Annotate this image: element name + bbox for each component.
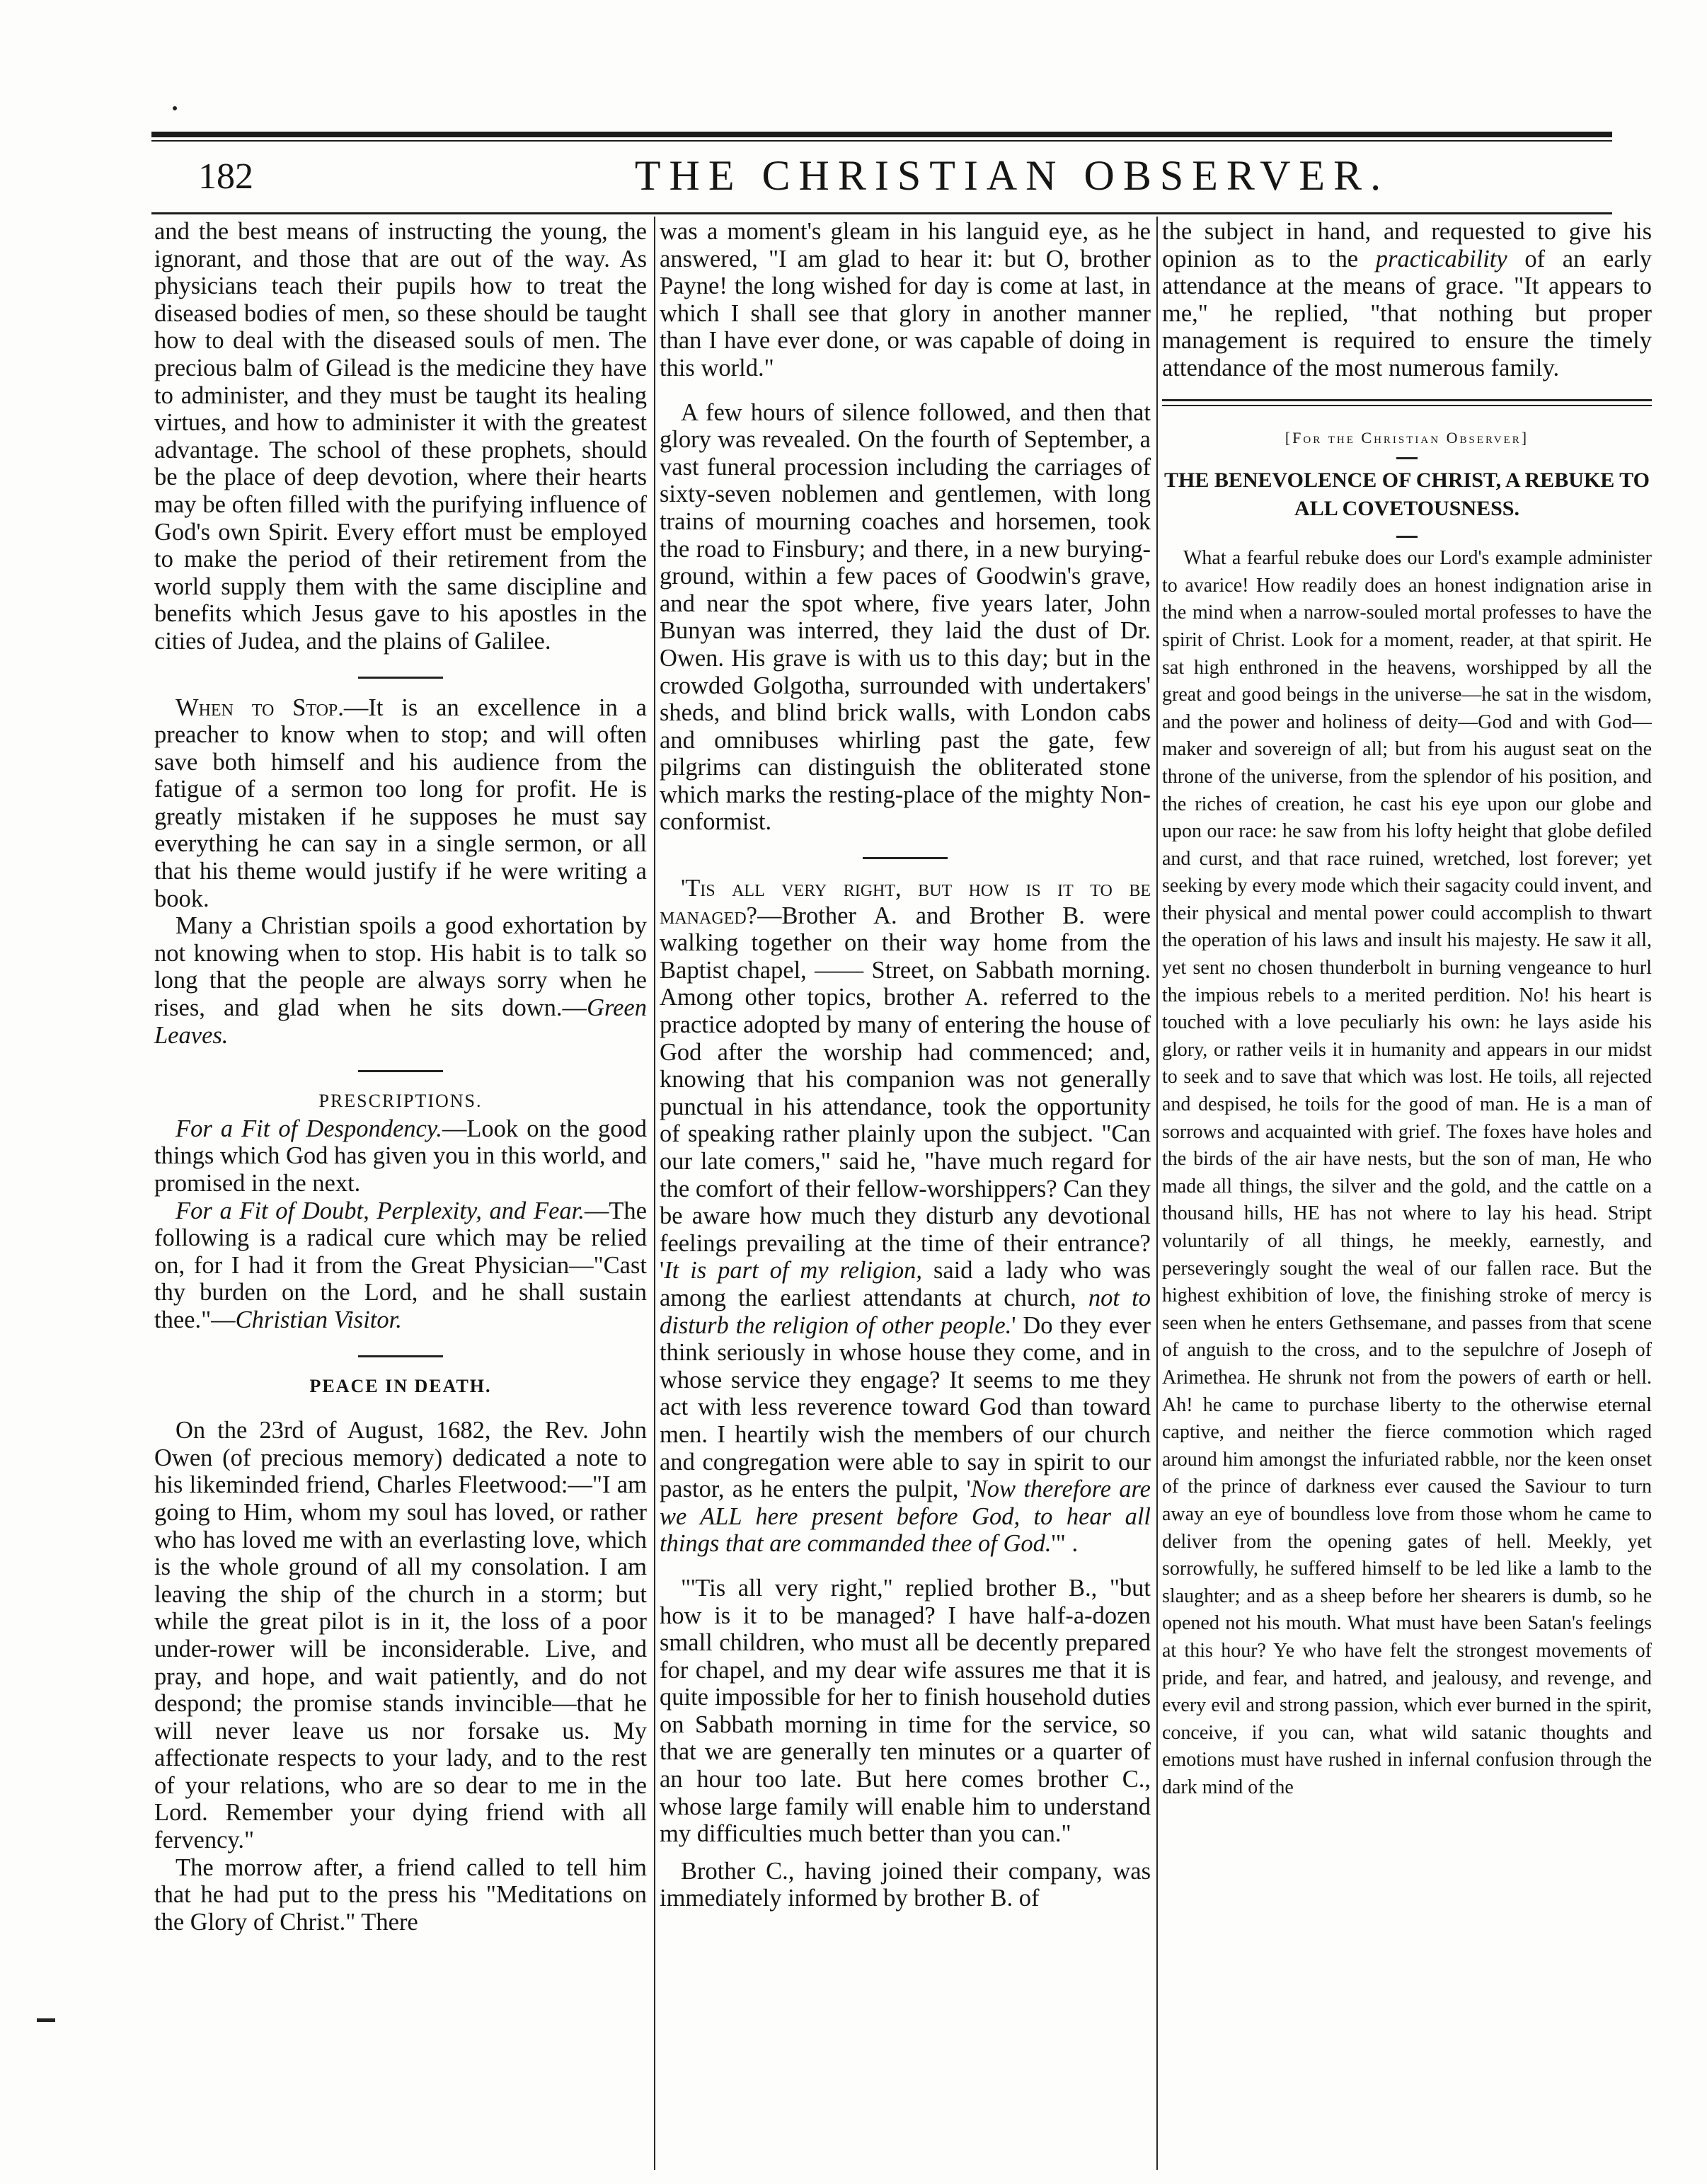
paragraph: The morrow after, a friend called to tell him that he had put to the press his "Meditations on the Glory of Christ." There: [154, 1853, 647, 1936]
paragraph: [154, 912, 647, 1049]
paragraph: A few hours of silence followed, and then that glory was revealed. On the fourth of September, a vast funeral procession including the carriages of sixty-seven noblemen and gentlemen, with long trains of mourning coaches and horsemen, took the road to Finsbury; and there, in a new burying-ground, within a few paces of Goodwin's grave, and near the spot where, five years later, John Bunyan was interred, they laid the dust of Dr. Owen. His grave is with us to this day; but in the crowded Golgotha, surrounded with undertakers' sheds, and blind brick walls, with London cabs and omnibuses whirling past the gate, few pilgrims can distinguish the obliterated stone which marks the resting-place of the mighty Non-conformist.: [660, 398, 1151, 836]
ink-dot: [173, 106, 177, 110]
article-text: Many a Christian spoils a good exhortation by not knowing when to stop. His habit is to talk so long that the people are always sorry when he rises, and glad when he sits down.—: [154, 912, 647, 1022]
section-rule: [1162, 399, 1652, 401]
prescription-title: For a Fit of Despondency.: [176, 1115, 442, 1142]
article-when-to-stop: [154, 694, 647, 913]
section-rule: [358, 677, 443, 679]
quote: not to disturb the religion of other people.: [660, 1284, 1151, 1339]
paragraph: was a moment's gleam in his languid eye, as he answered, "I am glad to hear it: but O, brother Payne! the long wished for day is come at last, in which I shall see that glory in another manner than I have ever done, or was capable of doing in this world.": [660, 218, 1151, 381]
column-2: [660, 218, 1151, 2171]
quote: It is part of my religion,: [664, 1257, 923, 1284]
column-3: [1162, 218, 1652, 2171]
article-text: ' Do they ever think seriously in whose house they come, and in whose service they engage? It seems to me they act with less reverence toward God than toward men. I heartily wish the members of our church and congregation were able to say in spirit to our pastor, as he enters the pulpit, ': [660, 1311, 1151, 1503]
article-heading: When to Stop.: [176, 694, 344, 721]
prescription-item: [154, 1197, 647, 1334]
margin-mark: [37, 2018, 55, 2022]
article-text: —It is an excellence in a preacher to know when to stop; and will often save both himself and his audience from the fatigue of a sermon too long for profit. He is greatly mistaken if he supposes he must say everything he can say in a single sermon, or all that his theme would justify if he were writing a book.: [154, 694, 647, 912]
paragraph-text: of an early attendance at the means of grace. "It appears to me," he replied, "that nothing but proper management is required to ensure the timely attendance of the most numerous family.: [1162, 245, 1652, 381]
article-title: THE BENEVOLENCE OF CHRIST, A REBUKE TO ALL COVETOUSNESS.: [1164, 469, 1650, 521]
prescription-text: —The following is a radical cure which may be relied on, for I had it from the Great Physician—"Cast thy burden on the Lord, and he shall sustain thee."—: [154, 1197, 647, 1333]
ornament-rule: [1396, 457, 1418, 459]
article-body: [1162, 545, 1652, 1801]
column-separator: [1156, 217, 1158, 2170]
paragraph: [1162, 218, 1652, 382]
paragraph: and the best means of instructing the young, the ignorant, and those that are out of the way. As physicians teach their pupils how to treat the diseased bodies of men, so these should be taught how to deal with the diseased souls of men. The precious balm of Gilead is the medicine they have to administer, and they must be taught its healing virtues, and how to administer it with the greatest advantage. The school of these prophets, should be the place of deep devotion, where their hearts may be often filled with the purifying influence of God's own Spirit. Every effort must be employed to make the period of their retirement from the world supply them with the same discipline and benefits which Jesus gave to his apostles in the cities of Judea, and the plains of Galilee.: [154, 218, 647, 655]
paragraph-text: the subject in hand, and requested to give his opinion as to the: [1162, 218, 1652, 272]
paragraph: What a fearful rebuke does our Lord's example administer to avarice! How readily does an honest indignation arise in the mind when a narrow-souled mortal professes to have the spirit of Christ. Look for a moment, reader, at that spirit. He sat high enthroned in the heavens, worshipped by all the great and good beings in the universe—he sat in the wisdom, and the power and holiness of deity—God and with God—maker and sovereign of all; but from his august seat on the throne of the universe, from the splendor of his position, and the riches of creation, he cast his eye upon our globe and upon our race: he saw from his lofty height that globe defiled and curst, and that race ruined, wretched, lost forever; yet seeking by every mode which their sagacity could invent, and their physical and mental power could accomplish to thwart the operation of his laws and insult his majesty. He saw it all, yet sent no chosen thunderbolt in burning vengeance to hurl the impious rebels to a merited perdition. No! his heart is touched with a love peculiarly his own: he lays aside his glory, or rather veils it in humanity and appears in our midst to seek and to save that which was lost. He toils, all rejected and despised, he toils for the good of man. He is a man of sorrows and acquainted with grief. The foxes have holes and the birds of the air have nests, but the son of man, He who made all things, the silver and the gold, and the cattle on a thousand hills, HE has not where to lay his head. Stript voluntarily of all things, he meekly, earnestly, and perseveringly sought the weal of our fallen race. But the highest exhibition of love, the finishing stroke of mercy is seen when he enters Gethsemane, and passes from that scene of anguish to the cross, and to the sepulchre of Joseph of Arimethea. He shrunk not from the powers of earth or hell. Ah! he came to purchase liberty to the otherwise eternal captive, and neither the fierce commotion which raged around him amongst the infuriated rabble, nor the keen onset of the prince of darkness ever caused the Saviour to turn away an eye of boundless love from those whom he came to deliver from the opening gates of hell. Meekly, yet sorrowfully, he suffered himself to be led like a lamb to the slaughter; and as a sheep before her shearers is dumb, so he opened not his mouth. What must have been Satan's feelings at this hour? Ye who have felt the strongest movements of pride, and fear, and hatred, and jealousy, and revenge, and every evil and strong passion, which ever burned in the spirit, conceive, if you can, what wild satanic thoughts and emotions must have rushed in infernal confusion through the dark mind of the: [1162, 547, 1652, 1798]
masthead-title: THE CHRISTIAN OBSERVER.: [634, 152, 1390, 199]
section-heading: PEACE IN DEATH.: [309, 1375, 492, 1396]
article-text: —Brother A. and Brother B. were walking together on their way home from the Baptist chapel, —— Street, on Sabbath morning. Among other topics, brother A. referred to the practice adopted by many of entering the house of God after the worship had commenced; and, knowing that his companion was not generally punctual in his attendance, took the opportunity of speaking rather plainly upon the subject. "Can our late comers," said he, "have much regard for the comfort of their fellow-worshippers? Can they be aware how much they disturb any devotional feelings prevailing at the time of their entrance? ': [660, 902, 1151, 1284]
article-text: '" .: [1051, 1530, 1079, 1558]
section-heading: PRESCRIPTIONS.: [318, 1091, 483, 1112]
article-tis-all-very-right: [660, 875, 1151, 1558]
source-citation: Green Leaves.: [154, 994, 647, 1049]
column-separator: [654, 217, 655, 2170]
article-text: said a lady who was among the earliest attendants at church,: [660, 1257, 1151, 1311]
section-rule: [358, 1355, 443, 1357]
page-number: 182: [198, 156, 253, 197]
top-rule: [151, 132, 1612, 137]
section-rule: [358, 1070, 443, 1072]
section-rule: [863, 857, 948, 859]
ornament-rule: [1396, 536, 1418, 538]
column-1: [154, 218, 647, 2171]
top-rule-thin: [151, 140, 1612, 142]
paragraph: Brother C., having joined their company, was immediately informed by brother B. of: [660, 1857, 1151, 1912]
paragraph: "'Tis all very right," replied brother B., "but how is it to be managed? I have half-a-dozen small children, who must all be decently prepared for chapel, and my dear wife assures me that it is quite impossible for her to finish household duties on Sabbath morning in time for the service, so that we are generally ten minutes or a quarter of an hour too late. But here comes brother C., whose large family will enable him to understand my difficulties much better than you can.": [660, 1574, 1151, 1848]
source-citation: Christian Visitor.: [235, 1306, 402, 1333]
emphasis: practicability: [1375, 245, 1507, 272]
byline: [For the Christian Observer]: [1284, 428, 1529, 447]
header-rule: [151, 212, 1612, 214]
paragraph: On the 23rd of August, 1682, the Rev. John Owen (of precious memory) dedicated a note to his likeminded friend, Charles Fleetwood:—"I am going to Him, whom my soul has loved, or rather who has loved me with an everlasting love, which is the whole ground of all my consolation. I am leaving the ship of the church in a storm; but while the great pilot is in it, the loss of a poor under-rower will be inconsiderable. Live, and pray, and hope, and wait patiently, and do not despond; the promise stands invincible—that he will never leave us nor forsake us. My affectionate respects to your lady, and to the rest of your relations, who are so dear to me in the Lord. Remember your dying friend with all fervency.": [154, 1417, 647, 1854]
prescription-text: —Look on the good things which God has given you in this world, and promised in the next.: [154, 1115, 647, 1197]
article-heading: 'Tis all very right, but how is it to be managed?: [660, 875, 1151, 929]
prescription-title: For a Fit of Doubt, Perplexity, and Fear.: [176, 1197, 585, 1224]
quote: Now therefore are we ALL here present before God, to hear all things that are commanded thee of God.: [660, 1476, 1151, 1558]
section-rule-thin: [1162, 405, 1652, 406]
page-header: [156, 151, 1607, 204]
prescription-item: [154, 1115, 647, 1197]
